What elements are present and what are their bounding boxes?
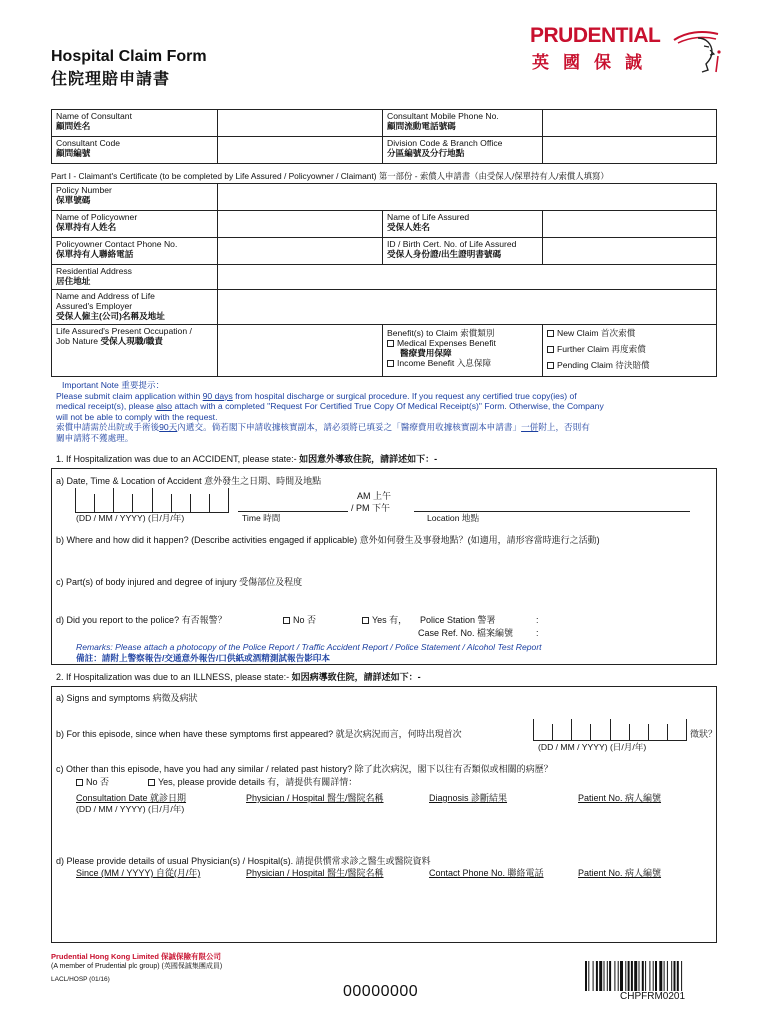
usual-patient-no-header: Patient No. 病人編號	[578, 868, 662, 878]
form-code: LACL/HOSP (01/16)	[51, 976, 110, 983]
accident-c-label: c) Part(s) of body injured and degree of injury 受傷部位及程度	[56, 577, 303, 587]
note-line-3: will not be able to comply with the request.	[56, 411, 218, 422]
form-title-chinese: 住院理賠申請書	[51, 71, 171, 88]
barcode-text: CHPFRM0201	[620, 991, 686, 1002]
illness-d-label: d) Please provide details of usual Physician(s) / Hospital(s). 請提供慣常求診之醫生或醫院資料	[56, 856, 431, 866]
remarks-en: Remarks: Please attach a photocopy of the Police Report / Traffic Accident Report / Police Statement / Alcohol Test Report	[76, 642, 542, 652]
note-line-4: 索償申請需於出院或手術後90天內遞交。倘若閣下申請收據核實副本，請必須將已填妥之「醫療費用收據核實副本申請書」一併附上，否則有	[56, 422, 590, 433]
accident-date-field[interactable]	[75, 488, 229, 513]
further-claim-checkbox[interactable]	[547, 346, 554, 353]
life-assured-id-field[interactable]	[543, 238, 717, 265]
symptom-date-format: (DD / MM / YYYY) (日/月/年)	[538, 742, 647, 752]
consultation-date-format: (DD / MM / YYYY) (日/月/年)	[76, 804, 185, 814]
further-claim-option[interactable]: Further Claim 再度索償	[547, 344, 712, 354]
consultant-code-field[interactable]	[218, 137, 383, 164]
accident-location-label: Location 地點	[427, 513, 480, 523]
prudence-head-icon	[672, 28, 726, 74]
section-2-heading: 2. If Hospitalization was due to an ILLNESS, please state:- 如因病導致住院，請詳述如下：-	[56, 672, 421, 682]
policyowner-phone-label: Policyowner Contact Phone No. 保單持有人聯絡電話	[52, 238, 218, 265]
note-line-1: Please submit claim application within 90 days from hospital discharge or surgical procedure. If you request any certified true copy(ies) of	[56, 390, 577, 401]
case-ref-label: Case Ref. No. 檔案編號	[418, 628, 514, 638]
patient-no-header: Patient No. 病人編號	[578, 793, 662, 803]
benefit-label: Benefit(s) to Claim 索償類別	[387, 328, 495, 338]
logo-wordmark: PRUDENTIAL	[530, 24, 661, 47]
new-claim-option[interactable]: New Claim 首次索償	[547, 328, 712, 338]
consultant-mobile-field[interactable]	[543, 110, 717, 137]
important-note	[56, 380, 716, 444]
police-yes-option[interactable]: Yes 有，	[362, 615, 407, 626]
consultant-table	[51, 109, 717, 164]
consultant-name-field[interactable]	[218, 110, 383, 137]
physician-header: Physician / Hospital 醫生/醫院名稱	[246, 793, 384, 803]
past-history-no-checkbox[interactable]	[76, 779, 83, 786]
barcode-icon	[585, 961, 719, 991]
accident-b-label: b) Where and how did it happen? (Describe activities engaged if applicable) 意外如何發生及事發地點？(如適用，請形容當時進行之活動)	[56, 535, 600, 545]
prudential-logo	[506, 24, 726, 74]
past-history-yes-option[interactable]: Yes, please provide details 有，請提供有關詳情：	[148, 777, 357, 788]
company-member: (A member of Prudential plc group) (英國保誠集團成員)	[51, 963, 223, 970]
am-label: AM 上午	[357, 491, 392, 501]
contact-phone-header: Contact Phone No. 聯絡電話	[429, 868, 544, 878]
life-assured-name-field[interactable]	[543, 211, 717, 238]
life-assured-id-label: ID / Birth Cert. No. of Life Assured 受保人身份證/出生證明書號碼	[383, 238, 543, 265]
note-line-5: 關申請將不獲處理。	[56, 432, 134, 443]
usual-physician-header: Physician / Hospital 醫生/醫院名稱	[246, 868, 384, 878]
income-benefit-checkbox[interactable]	[387, 360, 394, 367]
medical-benefit-zh: 醫療費用保障	[400, 348, 452, 358]
police-remarks	[76, 642, 542, 663]
residential-address-label: Residential Address 居住地址	[52, 265, 218, 290]
police-no-checkbox[interactable]	[283, 617, 290, 624]
division-code-label: Division Code & Branch Office 分區編號及分行地點	[383, 137, 543, 164]
accident-time-label: Time 時間	[242, 513, 281, 523]
accident-location-line[interactable]	[414, 511, 690, 512]
section-1-heading: 1. If Hospitalization was due to an ACCIDENT, please state:- 如因意外導致住院，請詳述如下：-	[56, 454, 438, 464]
police-station-label: Police Station 警署	[420, 615, 496, 625]
company-name: Prudential Hong Kong Limited 保誠保險有限公司	[51, 952, 221, 961]
policy-number-label: Policy Number 保單號碼	[52, 184, 218, 211]
pm-label: / PM 下午	[351, 503, 391, 513]
note-title: Important Note 重要提示：	[62, 380, 165, 390]
policy-number-field[interactable]	[218, 184, 717, 211]
claim-type-cell	[543, 325, 717, 377]
occupation-field[interactable]	[218, 325, 383, 377]
diagnosis-header: Diagnosis 診斷結果	[429, 793, 508, 803]
pending-claim-option[interactable]: Pending Claim 待決賠償	[547, 360, 712, 370]
serial-number: 00000000	[343, 983, 419, 1000]
illness-a-label: a) Signs and symptoms 病徵及病狀	[56, 693, 198, 703]
accident-time-line[interactable]	[238, 511, 348, 512]
consultant-code-label: Consultant Code 顧問編號	[52, 137, 218, 164]
accident-d-label: d) Did you report to the police? 有否報警？	[56, 615, 227, 625]
illness-c-label: c) Other than this episode, have you had any similar / related past history? 除了此次病況，閣下以往有否類似或相關的病歷？	[56, 764, 553, 774]
symptom-suffix: 徵狀？	[690, 729, 718, 739]
since-header: Since (MM / YYYY) 自從(月/年)	[76, 868, 201, 878]
form-title: Hospital Claim Form	[51, 48, 207, 65]
occupation-label: Life Assured's Present Occupation / Job Nature 受保人現職/職責	[52, 325, 218, 377]
past-history-yes-checkbox[interactable]	[148, 779, 155, 786]
new-claim-checkbox[interactable]	[547, 330, 554, 337]
accident-a-label: a) Date, Time & Location of Accident 意外發生之日期、時間及地點	[56, 476, 322, 486]
past-history-no-option[interactable]: No 否	[76, 777, 109, 788]
note-line-2: medical receipt(s), please also attach with a completed "Request For Certified True Copy Of Medical Receipt(s)" Form. Otherwise, the Company	[56, 401, 604, 412]
policyowner-name-label: Name of Policyowner 保單持有人姓名	[52, 211, 218, 238]
police-no-option[interactable]: No 否	[283, 615, 316, 626]
claimant-table	[51, 183, 717, 377]
part1-heading: Part I - Claimant's Certificate (to be completed by Life Assured / Policyowner / Claimant) 第一部份 - 索償人申請書（由受保人/保單持有人/索償人填寫）	[51, 171, 609, 181]
pending-claim-checkbox[interactable]	[547, 362, 554, 369]
residential-address-field[interactable]	[218, 265, 717, 290]
consultant-name-label: Name of Consultant 顧問姓名	[52, 110, 218, 137]
police-yes-checkbox[interactable]	[362, 617, 369, 624]
division-code-field[interactable]	[543, 137, 717, 164]
medical-benefit-checkbox[interactable]	[387, 340, 394, 347]
employer-label: Name and Address of Life Assured's Employer 受保人僱主(公司)名稱及地址	[52, 290, 218, 325]
employer-field[interactable]	[218, 290, 717, 325]
consultant-mobile-label: Consultant Mobile Phone No. 顧問流動電話號碼	[383, 110, 543, 137]
remarks-zh: 備註：請附上警察報告/交通意外報告/口供紙或酒精測試報告影印本	[76, 652, 330, 663]
accident-date-format: (DD / MM / YYYY) (日/月/年)	[76, 513, 185, 523]
medical-benefit-option[interactable]: Medical Expenses Benefit	[387, 338, 538, 348]
benefit-cell	[383, 325, 543, 377]
logo-chinese: 英國保誠	[532, 53, 656, 73]
consultation-date-header: Consultation Date 就診日期	[76, 793, 187, 803]
policyowner-name-field[interactable]	[218, 211, 383, 238]
policyowner-phone-field[interactable]	[218, 238, 383, 265]
illness-b-label: b) For this episode, since when have these symptoms first appeared? 就是次病況而言，何時出現首次	[56, 729, 462, 739]
symptom-date-field[interactable]	[533, 719, 687, 741]
case-ref-colon: :	[536, 628, 539, 638]
police-station-colon: :	[536, 615, 539, 625]
life-assured-name-label: Name of Life Assured 受保人姓名	[383, 211, 543, 238]
income-benefit-option[interactable]: Income Benefit 入息保障	[387, 358, 538, 368]
